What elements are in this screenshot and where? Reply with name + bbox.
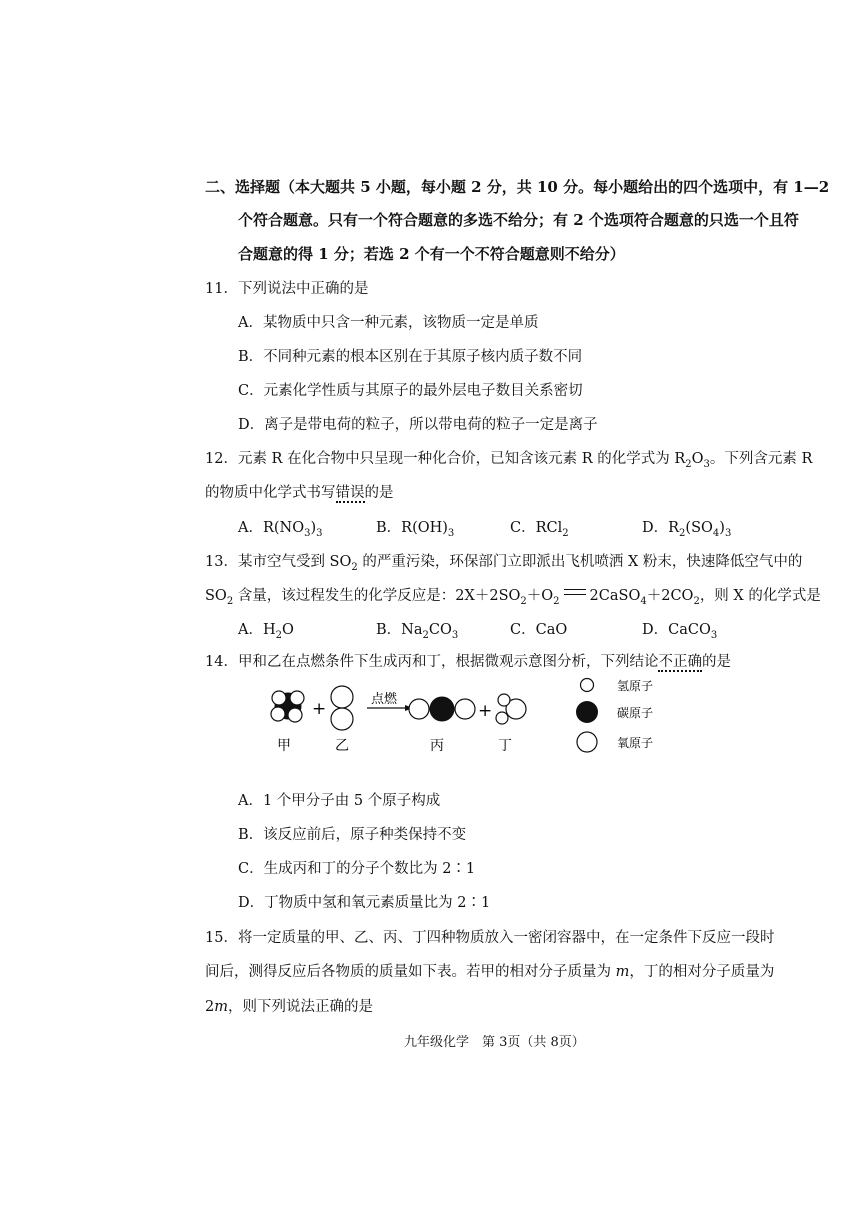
plus-sign: + — [312, 699, 327, 719]
q15-stem: 15．将一定质量的甲、乙、丙、丁四种物质放入一密闭容器中，在一定条件下反应一段时 — [205, 930, 775, 946]
reaction-condition: 点燃 — [371, 692, 398, 707]
q11-option-d: D．离子是带电荷的粒子，所以带电荷的粒子一定是离子 — [238, 417, 598, 433]
q12-stem-line2: 的物质中化学式书写错误的是 — [205, 485, 394, 501]
page-footer: 九年级化学 第 3页（共 8页） — [404, 1035, 585, 1050]
q14-option-a: A．1 个甲分子由 5 个原子构成 — [238, 793, 441, 809]
q11-option-c: C．元素化学性质与其原子的最外层电子数目关系密切 — [238, 383, 583, 399]
q12-option-b: B．$R(OH)_3$ — [376, 520, 455, 539]
carbon-legend-icon — [576, 701, 598, 723]
label-jia: 甲 — [277, 738, 291, 754]
legend-hydrogen: 氢原子 — [617, 679, 654, 693]
q12-stem: 12．元素 R 在化合物中只呈现一种化合价，已知含该元素 R 的化学式为 $R_2O_3$。下列含元素 R — [205, 451, 813, 470]
label-yi: 乙 — [335, 738, 349, 754]
label-ding: 丁 — [498, 738, 512, 754]
emphasis-dots: 错误 — [335, 485, 365, 501]
q11-option-a: A．某物质中只含一种元素，该物质一定是单质 — [238, 315, 539, 331]
reaction-diagram — [255, 670, 675, 765]
equals-sign — [564, 589, 586, 595]
q13-stem: 13．某市空气受到 $SO_2$ 的严重污染，环保部门立即派出飞机喷洒 X 粉末，快速降低空气中的 — [205, 554, 803, 573]
q14-option-c: C．生成丙和丁的分子个数比为 2∶1 — [238, 861, 476, 877]
q13-option-b: B．$Na_2CO_3$ — [376, 622, 459, 641]
emphasis-dots: 不正确 — [658, 654, 702, 670]
q13-option-d: D．CaCO$_3$ — [642, 622, 718, 641]
label-bing: 丙 — [430, 738, 444, 754]
q13-option-c: C．CaO — [510, 622, 568, 638]
q15-stem-line2: 间后，测得反应后各物质的质量如下表。若甲的相对分子质量为 m，丁的相对分子质量为 — [205, 964, 775, 980]
q11-option-b: B．不同种元素的根本区别在于其原子核内质子数不同 — [238, 349, 583, 365]
oxygen-legend-icon — [577, 732, 597, 752]
legend-oxygen: 氧原子 — [617, 736, 654, 750]
section-header-line2: 个符合题意。只有一个符合题意的多选不给分；有 2 个选项符合题意的只选一个且符 — [238, 211, 799, 229]
carbon-dioxide-molecule — [409, 697, 475, 721]
section-header-line1: 二、选择题（本大题共 5 小题，每小题 2 分，共 10 分。每小题给出的四个选项中，有 1—2 — [205, 178, 830, 196]
q12-option-a: A．$R(NO_3)_3$ — [238, 520, 323, 539]
section-header-line3: 合题意的得 1 分；若选 2 个有一个不符合题意则不给分） — [238, 245, 625, 263]
q14-option-d: D．丁物质中氢和氧元素质量比为 2∶1 — [238, 895, 491, 911]
q14-stem: 14．甲和乙在点燃条件下生成丙和丁，根据微观示意图分析，下列结论不正确的是 — [205, 654, 731, 670]
legend — [576, 679, 653, 753]
q11-stem: 11．下列说法中正确的是 — [205, 281, 369, 297]
q12-option-d: D．$R_2(SO_4)_3$ — [642, 520, 732, 539]
legend-carbon: 碳原子 — [617, 706, 654, 720]
q13-stem-line2: $SO_2$ 含量，该过程发生的化学反应是：$2X+2SO_2+O_2$ $2CaSO_4+2CO_2$，则 X 的化学式是 — [205, 588, 821, 607]
q13-option-a: A．$H_2O$ — [238, 622, 294, 641]
hydrogen-legend-icon — [581, 679, 594, 692]
oxygen-molecule — [331, 686, 353, 730]
q14-option-b: B．该反应前后，原子种类保持不变 — [238, 827, 467, 843]
q12-option-c: C．RCl$_2$ — [510, 520, 569, 539]
methane-molecule — [271, 691, 304, 722]
water-molecule — [496, 694, 526, 724]
q15-stem-line3: 2m，则下列说法正确的是 — [205, 999, 373, 1015]
plus-sign: + — [478, 701, 493, 721]
